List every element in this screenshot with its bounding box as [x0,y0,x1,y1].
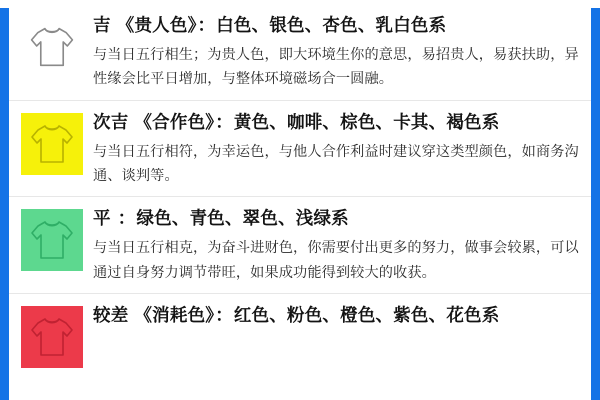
list-item [9,196,591,293]
item-text [93,207,583,285]
tshirt-icon-green [29,219,75,261]
list-item [9,0,591,100]
item-text [93,304,583,333]
tshirt-icon-white [29,26,76,69]
color-swatch [21,113,83,175]
item-description: 与当日五行相克，为奋斗进财色，你需要付出更多的努力，做事会较累，可以通过自身努力调节带旺，如果成功能得到较大的收获。 [93,240,579,281]
item-headline [93,112,583,134]
item-text [93,111,583,189]
item-colon: ： [215,305,233,326]
color-swatch [21,16,83,78]
item-text [93,14,583,92]
item-colon: ： [197,15,216,35]
list-item [9,293,591,368]
color-swatch [21,209,83,271]
item-rank: 次吉 [93,111,129,132]
item-description: 与当日五行相符，为幸运色，与他人合作利益时建议穿这类型颜色，如商务沟通、谈判等。 [93,143,579,185]
item-rank: 平 [93,208,111,229]
item-title: 《贵人色》 [116,15,197,35]
item-description: 与当日五行相生；为贵人色，即大环境生你的意思，易招贵人，易获扶助，异性缘会比平日增加，与整体环境磁场合一圆融。 [93,46,579,88]
item-colors: 红色、粉色、橙色、紫色、花色系 [233,305,500,326]
item-headline [93,208,583,230]
item-headline [93,15,583,37]
page-border-left [0,0,9,400]
item-rank: 吉 [93,15,111,35]
color-guide-list [9,0,591,400]
color-swatch [21,306,83,368]
item-colon: ： [117,208,136,229]
item-headline [93,305,583,327]
list-item [9,100,591,197]
item-rank: 较差 [93,305,129,326]
page-border-right [591,0,600,400]
item-title: 《消耗色》 [134,305,215,326]
item-colors: 黄色、咖啡、棕色、卡其、褐色系 [233,111,500,132]
item-title: 《合作色》 [134,111,215,132]
item-colors: 白色、银色、杏色、乳白色系 [216,15,447,35]
item-colon: ： [215,111,233,132]
tshirt-icon-yellow [29,123,75,165]
tshirt-icon-red [29,316,75,358]
item-colors: 绿色、青色、翠色、浅绿系 [136,208,349,229]
